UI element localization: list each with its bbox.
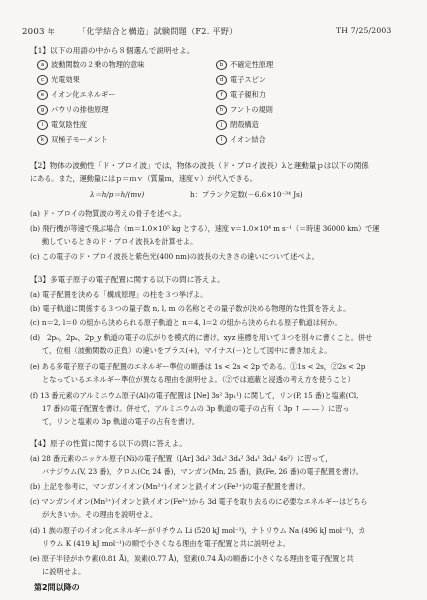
q4-a-line2: バナジウム(V, 23 番)，クロム(Cr, 24 番)，マンガン(Mn, 25 番)，鉄(Fe, 26 番)の電子配置を書け。 <box>42 467 363 476</box>
q4-e-line1: (e) 原子半径がホウ素(0.81 Å)，炭素(0.77 Å)，窒素(0.74 Å)の順番に小さくなる理由を電子配置と共 <box>30 554 354 563</box>
q3-e-line2: となっているエネルギー準位が異なる理由を説明せよ。（②では遮蔽と浸透の考え方を使うこと） <box>42 375 355 384</box>
item-marker: k <box>37 135 48 145</box>
exam-date: TH 7/25/2003 <box>336 26 392 35</box>
q3-a: (a) 電子配置を決める「構成原理」の柱を３つ挙げよ。 <box>30 290 208 299</box>
q2-formula-note: h：プランク定数(－6.6×10⁻³⁴ Js) <box>190 190 303 199</box>
q4-e-line2: に説明せよ。 <box>42 567 86 576</box>
item-marker: e <box>37 90 48 100</box>
q3-d-line2: て，位相（波動関数の正負）の違いをプラス(+)，マイナス(－)として図中に書き加えよ。 <box>42 346 332 355</box>
item-marker: l <box>216 135 227 145</box>
q3-instruction: 【3】多電子原子の電子配置に関する以下の問に答えよ。 <box>30 275 225 284</box>
q1-item-h <box>216 105 273 115</box>
item-text: イオン化エネルギー <box>51 90 116 99</box>
year-text: 2003 <box>22 27 45 37</box>
item-text: 電子スピン <box>230 75 266 84</box>
q1-item-d <box>216 75 266 85</box>
q2-b-line2: 動しているときのド・ブロイ波長λを計算せよ。 <box>42 237 198 246</box>
q3-c: (c) n＝2, l＝0 の組から決められる原子軌道と n＝4, l＝2 の組から決められる原子軌道は何か。 <box>30 318 342 327</box>
q3-f-line2: 17 番)の電子配置を書け。併せて，アルミニウムの 3p 軌道の電子の占有（ 3p ↑ ― ― ）に習っ <box>42 404 350 413</box>
q4-a-line1: (a) 28 番元素のニッケル原子(Ni)の電子配置（[Ar] 3d₄² 3d₄² 3d₄² 3d₄¹ 3d₄¹ 4s²）に習って， <box>30 454 333 463</box>
q2-instruction: 【2】物体の波動性「ド・ブロイ波」では，物体の波長（ド・ブロイ波長）λと運動量ｐは以下の関係 <box>30 161 369 170</box>
q2-c: (c) この電子のド・ブロイ波長と紫色光(400 nm)の波長の大きさの違いについて述べよ。 <box>30 252 319 261</box>
item-text: 波動関数の２乗の物理的意味 <box>51 60 145 69</box>
q3-d-line1: (d) 2p₀，2pₓ，2p_y 軌道の電子の広がりを模式的に書け。xyz 座標を用いて３つを別々に書くこと。併せ <box>30 333 373 342</box>
q4-d-line1: (d) 1 族の原子のイオン化エネルギーがリチウム Li (520 kJ mol⁻¹)，ナトリウム Na (496 kJ mol⁻¹)，カ <box>30 526 366 535</box>
q2-a: (a) ド・ブロイの物質波の考えの骨子を述べよ。 <box>30 209 186 218</box>
handwritten-note: 第2問以降の <box>34 583 80 592</box>
q1-item-a <box>37 60 144 70</box>
q1-item-j <box>216 120 259 130</box>
item-text: フントの規則 <box>230 105 273 114</box>
item-text: パウリの排他原理 <box>51 105 109 114</box>
q1-item-e <box>37 90 115 100</box>
q3-b: (b) 電子軌道に関係する３つの量子数 n, l, m の名称とその量子数が決める物理的な性質を答えよ。 <box>30 304 351 313</box>
exam-year <box>22 26 55 38</box>
q3-e-line1: (e) ある多電子原子の電子配置のエネルギー準位の順番は 1s < 2s < 2p である。①1s < 2s，②2s < 2p <box>30 362 366 371</box>
q3-f-line1: (f) 13 番元素のアルミニウム原子(Al)の電子配置は [Ne] 3s² 3p₁¹) に関して，リン(P, 15 番)と塩素(Cl, <box>30 391 359 400</box>
q2-instruction-cont: にある。また，運動量にはｐ＝ｍｖ（質量ｍ，速度ｖ）が代入できる。 <box>30 174 257 183</box>
item-marker: j <box>216 120 227 130</box>
q1-item-l <box>216 135 266 145</box>
item-marker: d <box>216 75 227 85</box>
item-marker: i <box>37 120 48 130</box>
q1-item-g <box>37 105 109 115</box>
q2-b-line1: (b) 飛行機が等速で飛ぶ場合（m＝1.0×10⁵ kg とする），速度 v＝1.0×10⁴ m s⁻¹（＝時速 36000 km）で運 <box>30 224 380 233</box>
q1-item-k <box>37 135 108 145</box>
item-marker: b <box>216 60 227 70</box>
q4-b: (b) 上記を参考に，マンガンイオン(Mn²⁺)イオンと鉄イオン(Fe³⁺)の電子配置を書け。 <box>30 482 310 491</box>
item-text: 閉殻構造 <box>230 120 259 129</box>
exam-title: 「化学結合と構造」試験問題（F2. 平野） <box>78 26 238 36</box>
item-text: 不確定性原理 <box>230 60 274 69</box>
q1-instruction: 【1】以下の用語の中から８個選んで説明せよ。 <box>30 46 195 55</box>
item-marker: f <box>216 90 227 100</box>
q4-c-line1: (c) マンガンイオン(Mn²⁺)イオンと鉄イオン(Fe³⁺)から 3d 電子を取り去るのに必要なエネルギーはどちら <box>30 497 368 506</box>
item-text: 電気陰性度 <box>51 120 87 129</box>
q1-item-c <box>37 75 80 85</box>
item-text: 電子親和力 <box>230 90 266 99</box>
item-marker: a <box>37 60 48 70</box>
item-marker: g <box>37 105 48 115</box>
item-marker: h <box>216 105 227 115</box>
q1-item-b <box>216 60 273 70</box>
q4-d-line2: リウム K (419 kJ mol⁻¹)の順で小さくなる理由を電子配置と共に説明せよ。 <box>42 539 290 548</box>
item-text: 双極子モーメント <box>51 135 108 144</box>
year-suffix: 年 <box>47 28 55 36</box>
q3-f-line3: て，リンと塩素の 3p 軌道の電子の占有を書け。 <box>42 417 200 426</box>
item-text: 光電効果 <box>51 75 80 84</box>
q2-formula: λ＝h/p＝h/(mv) <box>90 190 145 199</box>
q1-item-f <box>216 90 266 100</box>
item-marker: c <box>37 75 48 85</box>
q1-item-i <box>37 120 87 130</box>
q4-instruction: 【4】原子の性質に関する以下の問に答えよ。 <box>30 439 187 448</box>
q4-c-line2: が大きいか。その理由を説明せよ。 <box>42 510 158 519</box>
item-text: イオン結合 <box>230 135 266 144</box>
